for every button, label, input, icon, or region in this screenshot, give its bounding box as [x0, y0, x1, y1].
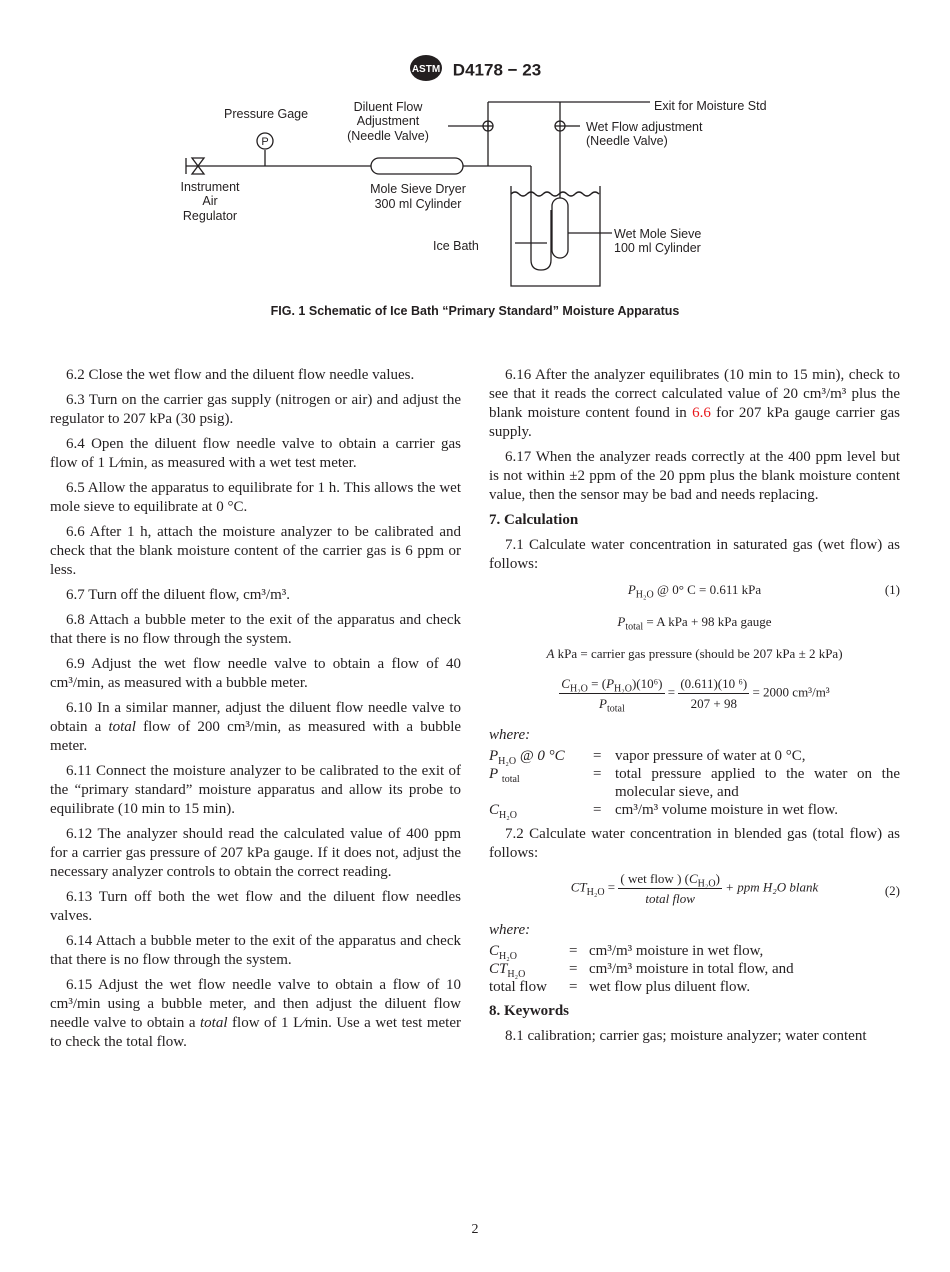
right-column [489, 366, 900, 1052]
label-diluent-2: Adjustment [356, 114, 420, 128]
equation-a: A kPa = carrier gas pressure (should be 207 kPa ± 2 kPa) [546, 646, 843, 661]
para-6-9: 6.9 Adjust the wet flow needle valve to obtain a flow of 40 cm³/min, as measured with a bubble meter. [50, 656, 461, 691]
para-6-11: 6.11 Connect the moisture analyzer to be calibrated to the exit of the “primary standard” moisture apparatus and allow its probe to equilibrate (10 min to 15 min). [50, 763, 461, 817]
astm-logo-icon [409, 54, 443, 87]
label-wet-flow-2: (Needle Valve) [586, 134, 668, 148]
label-wet-sieve-2: 100 ml Cylinder [614, 241, 701, 255]
page-header [0, 54, 950, 87]
mole-sieve-dryer [371, 158, 463, 174]
definitions-2: $C_{H_2O}$ = cm³/m³ moisture in wet flow, $CT_{H_2O}$ = cm³/m³ moisture in total flow, and total flow = wet flow plus diluent flow. [489, 943, 794, 995]
para-6-14: 6.14 Attach a bubble meter to the exit of the apparatus and check that there is no flow through the system. [50, 933, 461, 968]
document-designation: D4178 − 23 [452, 60, 542, 80]
apparatus-schematic [0, 90, 950, 300]
equation-1: $P_{H_2O}$ @ 0° C = 0.611 kPa (1) [627, 582, 900, 601]
label-regulator-1: Instrument [180, 180, 240, 194]
para-6-3: 6.3 Turn on the carrier gas supply (nitrogen or air) and adjust the regulator to 207 kPa (30 psig). [50, 392, 461, 427]
label-ice-bath: Ice Bath [433, 239, 479, 253]
wet-mole-sieve-cylinder [552, 198, 568, 258]
label-dryer-1: Mole Sieve Dryer [370, 182, 466, 196]
label-exit: Exit for Moisture Std [654, 99, 767, 113]
label-wet-flow-1: Wet Flow adjustment [586, 120, 703, 134]
label-regulator-3: Regulator [182, 209, 238, 223]
ice-bath-container [511, 186, 600, 286]
where-label-1: where: [489, 727, 531, 743]
para-6-10: 6.10 In a similar manner, adjust the diluent flow needle valve to obtain a total flow of 200 cm³/min, as measured with a bubble meter. [50, 700, 462, 754]
para-6-6: 6.6 After 1 h, attach the moisture analyzer to be calibrated and check that the blank moisture content of the carrier gas is 6 ppm or less. [50, 524, 461, 578]
label-regulator-2: Air [202, 194, 218, 208]
water-surface [511, 192, 599, 196]
para-6-13: 6.13 Turn off both the wet flow and the diluent flow needles valves. [50, 889, 461, 924]
label-pressure-gage: Pressure Gage [224, 107, 309, 121]
label-dryer-2: 300 ml Cylinder [374, 197, 462, 211]
equation-ptotal: $P_{total} = A$ kPa + 98 kPa gauge [617, 614, 772, 633]
ref-link-6-6[interactable]: 6.6 [692, 405, 711, 421]
definitions-1: $P_{H_2O}$ @ 0 °C = vapor pressure of water at 0 °C, P $_{total}$ = total pressure applied to the water on the molecular sieve, and $C_{H_2O}$ = cm³/m³ volume moisture in wet flow. [489, 748, 900, 821]
para-7-1: 7.1 Calculate water concentration in saturated gas (wet flow) as follows: [489, 537, 900, 572]
para-8-1: 8.1 calibration; carrier gas; moisture analyzer; water content [505, 1028, 867, 1044]
para-6-8: 6.8 Attach a bubble meter to the exit of the apparatus and check that there is no flow through the system. [50, 612, 461, 647]
equation-c: $\frac{C_{H_2O} = (P_{H_2O})(10^6)}{P_{total}}$ = $\frac{\text{(0.611)(10 ⁶)}}{207 + 98}$ = 2000 cm³/m³ [561, 676, 830, 715]
para-6-17: 6.17 When the analyzer reads correctly at the 400 ppm level but is not within ±2 ppm of the 20 ppm plus the blank moisture content value, then the sensor may be bad and needs replacing. [489, 449, 900, 503]
section-7-heading: 7. Calculation [489, 512, 579, 528]
label-diluent-3: (Needle Valve) [347, 129, 429, 143]
where-label-2: where: [489, 922, 531, 938]
para-6-16: 6.16 After the analyzer equilibrates (10 min to 15 min), check to see that it reads the correct calculated value of 20 cm³/m³ plus the blank moisture content found in 6.6 for 207 kPa gauge carrier gas supply. [489, 367, 901, 440]
para-6-15: 6.15 Adjust the wet flow needle valve to obtain a flow of 10 cm³/min using a bubble meter, and then adjust the diluent flow needle valve to obtain a total flow of 1 L⁄min. Use a wet test meter to check the total flow. [50, 977, 461, 1050]
page-number: 2 [471, 1222, 479, 1237]
para-7-2: 7.2 Calculate water concentration in blended gas (total flow) as follows: [489, 826, 900, 861]
section-8-heading: 8. Keywords [489, 1003, 569, 1019]
label-pressure-symbol: P [261, 136, 269, 148]
astm-logo-text: ASTM [411, 64, 440, 75]
para-6-5: 6.5 Allow the apparatus to equilibrate for 1 h. This allows the wet mole sieve to equilibrate at 0 °C. [50, 480, 461, 515]
equation-2: $CT_{H_2O}$ = $\frac{( wet flow ) (C_{H_2O})}{\text{total flow}}$ + ppm H₂O blank (2) [570, 871, 900, 906]
para-6-12: 6.12 The analyzer should read the calculated value of 400 ppm for a carrier gas pressure of 207 kPa gauge. If it does not, adjust the necessary analyzer controls to obtain the correct reading. [50, 826, 461, 880]
label-diluent-1: Diluent Flow [353, 100, 423, 114]
left-column [50, 366, 461, 1058]
para-6-7: 6.7 Turn off the diluent flow, cm³/m³. [66, 587, 290, 603]
figure-caption: FIG. 1 Schematic of Ice Bath “Primary Standard” Moisture Apparatus [270, 304, 680, 318]
para-6-4: 6.4 Open the diluent flow needle valve to obtain a carrier gas flow of 1 L⁄min, as measured with a wet test meter. [50, 436, 461, 471]
para-6-2: 6.2 Close the wet flow and the diluent flow needle values. [66, 367, 415, 383]
label-wet-sieve-1: Wet Mole Sieve [614, 227, 702, 241]
